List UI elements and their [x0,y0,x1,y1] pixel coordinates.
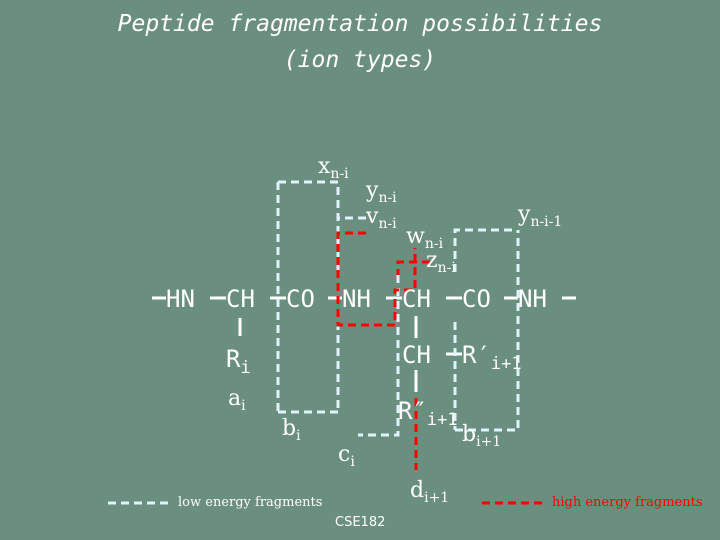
side-chain-r-i: $R_i$ [226,345,251,378]
title-line-2: (ion types) [283,47,437,73]
side-chain-ch: CH [402,341,431,369]
chain-ch-2: CH [402,285,431,313]
ion-b-next-label: $b_{i+1}$ [462,422,502,450]
legend-high-text: high energy fragments [552,495,703,510]
footer-course: CSE182 [335,515,386,530]
ion-c-label: $c_i$ [338,442,355,470]
ion-v-label: $v_{n-i}$ [366,204,397,232]
ion-b-label: $b_i$ [282,416,301,444]
ion-d-label: $d_{i+1}$ [410,478,450,506]
chain-nh-2: NH [518,285,547,313]
chain-co-2: CO [462,285,491,313]
chain-nh-1: NH [342,285,371,313]
ion-w-label: $w_{n-i}$ [406,224,444,252]
ion-x-label: $x_{n-i}$ [318,154,349,182]
chain-ch-1: CH [226,285,255,313]
legend-low-text: low energy fragments [178,495,323,510]
ion-y-next-label: $y_{n-i-1}$ [518,202,563,230]
ion-y-label: $y_{n-i}$ [366,178,397,206]
side-chain-r-prime: $R'_{i+1}$ [462,341,522,374]
side-chain-r-double-prime: $R''_{i+1}$ [398,397,458,430]
title-line-1: Peptide fragmentation possibilities [117,11,603,37]
chain-hn: HN [166,285,195,313]
ion-z-label: $z_{n-i}$ [426,248,456,276]
ion-a-label: $a_i$ [228,386,246,414]
chain-co-1: CO [286,285,315,313]
